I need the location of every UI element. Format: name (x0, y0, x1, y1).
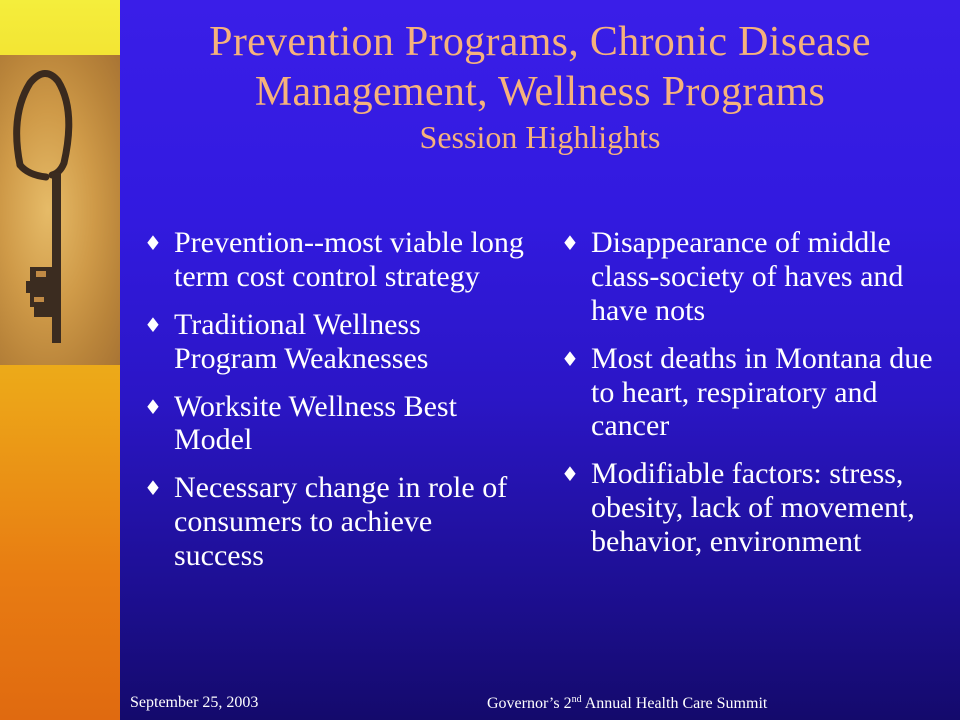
diamond-bullet-icon: ♦ (144, 394, 162, 419)
footer-event-prefix: Governor’s 2 (487, 695, 572, 712)
diamond-bullet-icon: ♦ (561, 231, 579, 255)
footer-date: September 25, 2003 (130, 694, 259, 711)
gradient-sidebar (0, 0, 120, 720)
right-bullet-list (561, 226, 951, 573)
bullet-text: Modifiable factors: stress, obesity, lack of movement, behavior, environment (591, 457, 915, 559)
list-item (144, 390, 524, 458)
list-item (561, 342, 951, 444)
diamond-bullet-icon: ♦ (144, 476, 162, 501)
list-item (561, 457, 951, 559)
diamond-bullet-icon: ♦ (144, 312, 162, 337)
bullet-text: Disappearance of middle class-society of haves and have nots (591, 226, 904, 327)
diamond-bullet-icon: ♦ (561, 346, 579, 371)
bullet-text: Prevention--most viable long term cost control strategy (174, 226, 524, 293)
slide-subtitle: Session Highlights (419, 119, 661, 156)
list-item (144, 471, 524, 573)
title-line-2: Management, Wellness Programs (254, 68, 826, 115)
footer-event (487, 694, 767, 713)
list-item (144, 226, 524, 294)
slide-body (120, 0, 960, 720)
list-item (561, 226, 951, 328)
bullet-text: Worksite Wellness Best Model (174, 389, 457, 457)
slide-title (120, 18, 960, 157)
diamond-bullet-icon: ♦ (144, 231, 162, 255)
bullet-text: Necessary change in role of consumers to achieve success (174, 471, 508, 573)
footer-event-suffix: Annual Health Care Summit (581, 695, 768, 712)
old-key-image (0, 55, 120, 365)
left-bullet-list (144, 226, 524, 587)
list-item (144, 308, 524, 376)
bullet-text: Traditional Wellness Program Weaknesses (174, 307, 429, 375)
title-line-1: Prevention Programs, Chronic Disease (209, 19, 871, 65)
diamond-bullet-icon: ♦ (561, 462, 579, 487)
footer-event-ordinal: nd (571, 694, 582, 705)
bullet-text: Most deaths in Montana due to heart, respiratory and cancer (591, 341, 933, 443)
